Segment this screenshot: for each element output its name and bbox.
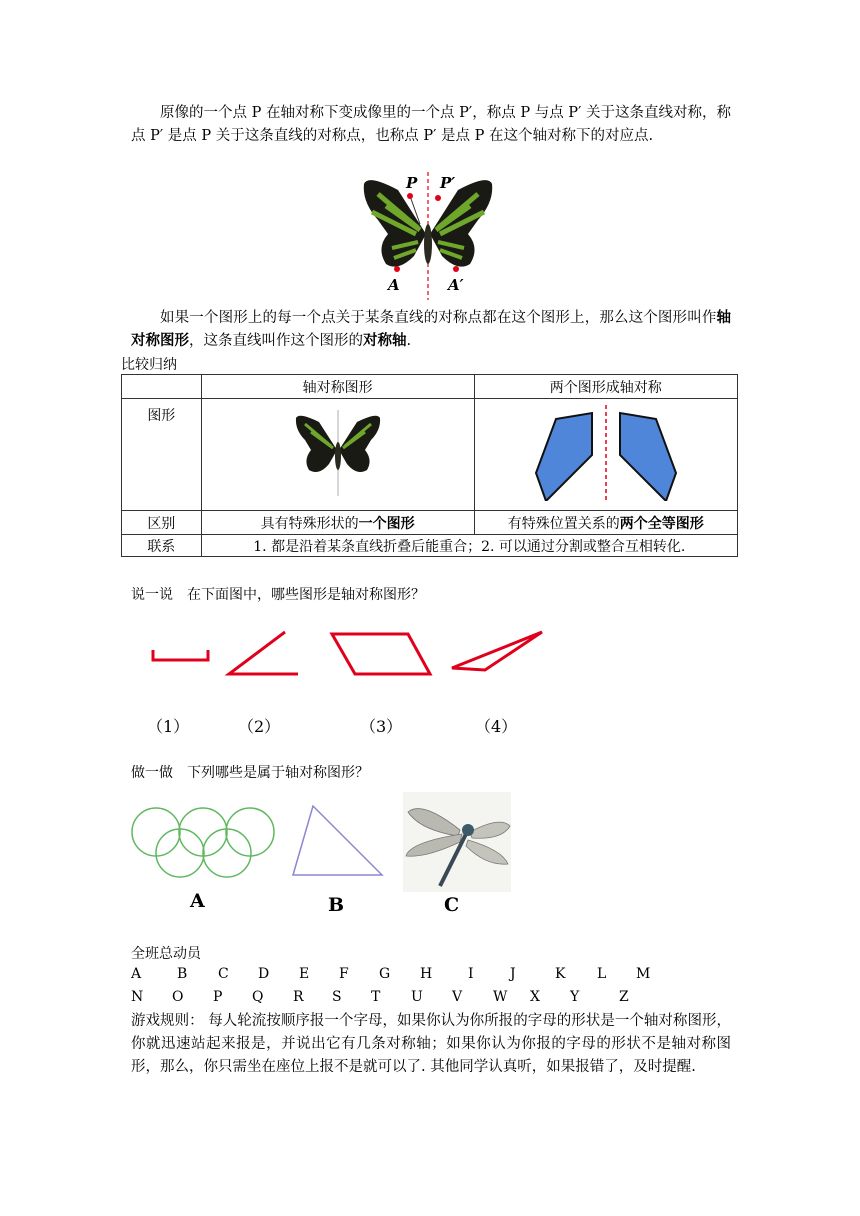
do-label-b: B: [328, 894, 345, 916]
olympic-rings: [132, 808, 274, 877]
do-prompt: 做一做 下列哪些是属于轴对称图形？: [131, 765, 369, 781]
term-axis-symmetric-figure: 轴对称图形: [131, 310, 731, 349]
definition-text-mid: ，这条直线叫作这个图形的: [189, 333, 363, 349]
say-label-3: （3）: [360, 717, 403, 736]
letter: Z: [619, 989, 629, 1005]
letter: W: [493, 989, 508, 1005]
row-diff-label: 区别: [122, 511, 202, 535]
label-a: A: [388, 276, 400, 294]
butterfly-figure: [358, 172, 498, 300]
letter: V: [452, 989, 463, 1005]
letter: K: [555, 966, 566, 982]
diff2-bold: 两个全等图形: [619, 515, 704, 532]
definition-text-before: 如果一个图形上的每一个点关于某条直线的对称点都在这个图形上，那么这个图形叫作: [160, 310, 717, 326]
letter: B: [177, 966, 188, 982]
say-shapes: [140, 622, 560, 688]
letter: Q: [252, 989, 264, 1005]
letter: R: [293, 989, 304, 1005]
letter: J: [510, 966, 516, 982]
diff1-bold: 一个图形: [358, 515, 415, 532]
say-label-4: （4）: [475, 717, 518, 736]
label-a-prime: A′: [448, 276, 464, 294]
letter: M: [636, 966, 651, 982]
definition-text-end: .: [406, 333, 412, 349]
letter: P: [213, 989, 223, 1005]
link-cell: 1. 都是沿着某条直线折叠后能重合；2. 可以通过分割或整合互相转化.: [201, 535, 737, 557]
label-p-prime: P′: [440, 174, 456, 192]
game-title: 全班总动员: [131, 946, 201, 962]
shape-2: [229, 632, 298, 674]
letter: U: [411, 989, 423, 1005]
letter: S: [332, 989, 342, 1005]
row-figure-label: 图形: [122, 399, 202, 511]
do-label-a: A: [190, 890, 205, 912]
say-label-2: （2）: [238, 717, 281, 736]
game-rules: 游戏规则： 每人轮流按顺序报一个字母，如果你认为你所报的字母的形状是一个轴对称图形，你就迅速站起来报是，并说出它有几条对称轴；如果你认为你报的字母的形状不是轴对称图形，那么，你只需坐在座位上报不是就可以了. 其他同学认真听，如果报错了，及时提醒.: [131, 1013, 731, 1075]
letter: L: [597, 966, 607, 982]
do-label-c: C: [444, 894, 460, 916]
header-empty: [122, 375, 202, 399]
compare-title: 比较归纳: [121, 357, 177, 373]
label-p: P: [406, 174, 418, 192]
header-col2: 两个图形成轴对称: [474, 375, 737, 399]
small-butterfly-image: [293, 410, 383, 496]
diff-cell-1: [201, 511, 474, 535]
letter: E: [299, 966, 310, 982]
letter: T: [371, 989, 381, 1005]
shape-1: [153, 650, 208, 660]
letter: H: [420, 966, 433, 982]
term-axis-of-symmetry: 对称轴: [363, 333, 407, 349]
diff-cell-2: [474, 511, 737, 535]
say-prompt: 说一说 在下面图中，哪些图形是轴对称图形？: [131, 587, 425, 603]
diff2-text: 有特殊位置关系的: [507, 515, 620, 532]
shape-3: [332, 634, 430, 674]
letter: O: [172, 989, 184, 1005]
letter: X: [530, 989, 540, 1005]
letter: G: [379, 966, 391, 982]
letter: C: [218, 966, 229, 982]
do-shapes: [130, 790, 530, 895]
dragonfly-image: [403, 792, 511, 892]
definition-paragraph: [131, 307, 731, 353]
intro-paragraph: 原像的一个点 P 在轴对称下变成像里的一个点 P′，称点 P 与点 P′ 关于这条直线对称，称点 P′ 是点 P 关于这条直线的对称点，也称点 P′ 是点 P 在这个轴对称下的对应点.: [131, 105, 731, 144]
diff1-text: 具有特殊形状的: [260, 515, 359, 532]
figure-cell-2: [474, 399, 737, 511]
comparison-table: [121, 374, 738, 557]
letter: N: [131, 989, 144, 1005]
header-col1: 轴对称图形: [201, 375, 474, 399]
letter: D: [258, 966, 270, 982]
triangle-b: [293, 806, 382, 875]
shape-4: [452, 632, 542, 670]
say-label-1: （1）: [147, 717, 190, 736]
row-link-label: 联系: [122, 535, 202, 557]
letter: F: [339, 966, 349, 982]
mirror-polygons-image: [526, 405, 686, 501]
letter: Y: [570, 989, 580, 1005]
letter: A: [131, 966, 142, 982]
letter: I: [468, 966, 474, 982]
figure-cell-1: [201, 399, 474, 511]
butterfly-image: [358, 172, 498, 300]
